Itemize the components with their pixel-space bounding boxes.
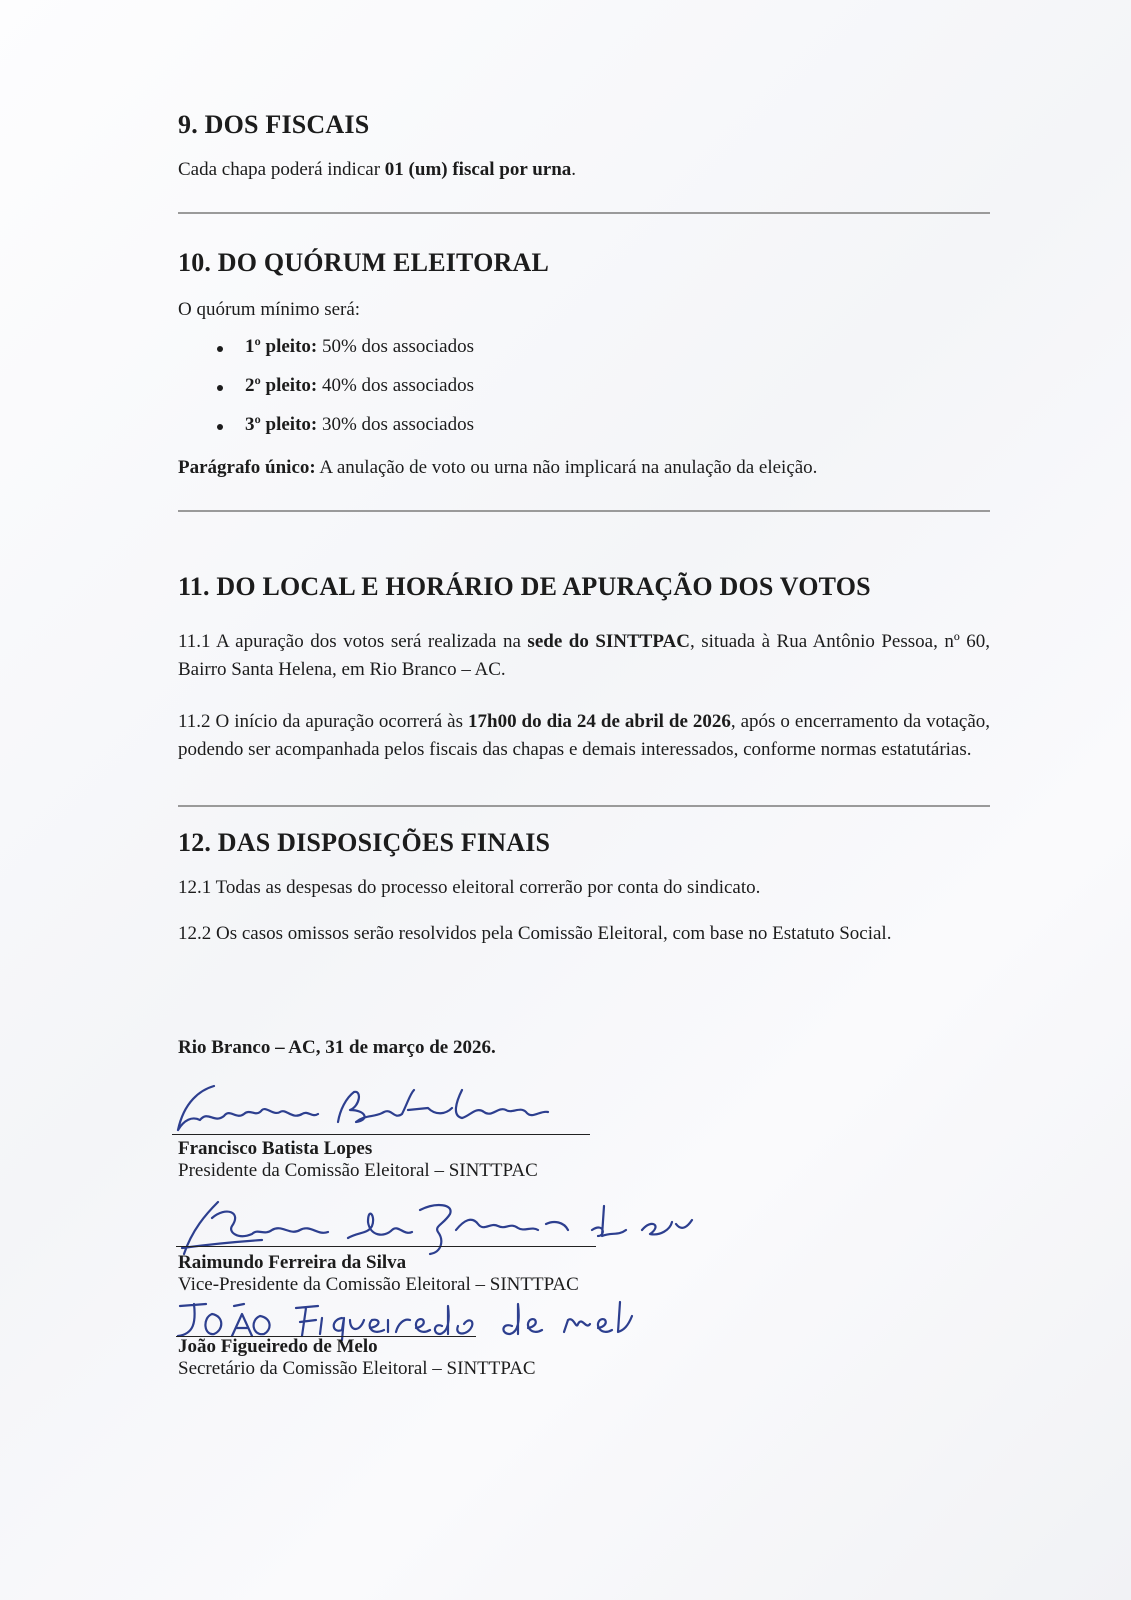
section-12 bbox=[178, 828, 990, 858]
section-11-p1-prefix: 11.1 A apuração dos votos será realizada na bbox=[178, 631, 528, 652]
section-10-title: 10. DO QUÓRUM ELEITORAL bbox=[178, 248, 550, 277]
paragraph-unico-label: Parágrafo único: bbox=[178, 457, 316, 478]
paragraph-unico bbox=[178, 454, 990, 482]
divider-1 bbox=[178, 212, 990, 214]
signature-2-name: Raimundo Ferreira da Silva bbox=[178, 1252, 407, 1273]
section-9 bbox=[178, 110, 990, 140]
signature-2-line bbox=[176, 1246, 596, 1247]
section-9-text-bold: 01 (um) fiscal por urna bbox=[384, 159, 572, 180]
section-10-intro bbox=[178, 296, 990, 324]
list-item-text: 30% dos associados bbox=[317, 414, 474, 435]
list-item-text: 50% dos associados bbox=[317, 336, 474, 357]
section-11-p2-prefix: 11.2 O início da apuração ocorrerá às bbox=[178, 711, 468, 732]
section-11-p1-suffix: , situada à Rua Antônio Pessoa, nº 60, Bairro Santa Helena, em Rio Branco – AC. bbox=[178, 631, 990, 680]
section-12-p2 bbox=[178, 914, 990, 954]
divider-3 bbox=[178, 805, 990, 807]
signature-1-block bbox=[178, 1138, 538, 1182]
signature-1-role: Presidente da Comissão Eleitoral – SINTTPAC bbox=[178, 1160, 538, 1181]
section-12-p2-text: 12.2 Os casos omissos serão resolvidos pela Comissão Eleitoral, com base no Estatuto Social. bbox=[178, 923, 892, 944]
signature-1-line bbox=[172, 1134, 590, 1135]
paragraph-unico-text: A anulação de voto ou urna não implicará na anulação da eleição. bbox=[315, 457, 818, 478]
list-item-text: 40% dos associados bbox=[317, 375, 474, 396]
signature-2-block bbox=[178, 1252, 579, 1296]
section-12-p1-text: 12.1 Todas as despesas do processo eleitoral correrão por conta do sindicato. bbox=[178, 877, 761, 898]
section-11-title: 11. DO LOCAL E HORÁRIO DE APURAÇÃO DOS VOTOS bbox=[178, 572, 871, 601]
section-11-p2 bbox=[178, 708, 990, 764]
signature-2-handwriting bbox=[172, 1196, 712, 1260]
signature-3-role: Secretário da Comissão Eleitoral – SINTTPAC bbox=[178, 1358, 536, 1379]
date-line bbox=[178, 1034, 990, 1062]
section-10-intro-text: O quórum mínimo será: bbox=[178, 299, 361, 320]
section-11-p1 bbox=[178, 628, 990, 684]
section-11-p2-suffix: , após o encerramento da votação, podendo ser acompanhada pelos fiscais das chapas e demais interessados, conforme normas estatutárias. bbox=[178, 711, 990, 760]
signature-3-block bbox=[178, 1336, 536, 1380]
section-9-text-suffix: . bbox=[571, 159, 577, 180]
section-9-title: 9. DOS FISCAIS bbox=[178, 110, 370, 139]
section-11 bbox=[178, 572, 990, 602]
section-11-p1-bold: sede do SINTTPAC bbox=[527, 631, 690, 652]
divider-2 bbox=[178, 510, 990, 512]
signature-1-name: Francisco Batista Lopes bbox=[178, 1138, 373, 1159]
date-text: Rio Branco – AC, 31 de março de 2026. bbox=[178, 1037, 496, 1058]
section-11-p2-bold: 17h00 do dia 24 de abril de 2026 bbox=[468, 711, 731, 732]
list-item bbox=[245, 336, 474, 358]
list-item-label: 2º pleito: bbox=[245, 375, 318, 396]
section-9-text bbox=[178, 156, 990, 184]
list-item bbox=[245, 375, 474, 397]
list-item-label: 3º pleito: bbox=[245, 414, 318, 435]
signature-1-handwriting bbox=[170, 1080, 590, 1138]
section-12-p1 bbox=[178, 874, 990, 902]
section-12-title: 12. DAS DISPOSIÇÕES FINAIS bbox=[178, 828, 551, 857]
list-item-label: 1º pleito: bbox=[245, 336, 318, 357]
section-9-text-prefix: Cada chapa poderá indicar bbox=[178, 159, 385, 180]
list-item bbox=[245, 414, 474, 436]
signature-3-name: João Figueiredo de Melo bbox=[178, 1336, 378, 1357]
signature-2-role: Vice-Presidente da Comissão Eleitoral – SINTTPAC bbox=[178, 1274, 579, 1295]
section-10 bbox=[178, 248, 990, 278]
